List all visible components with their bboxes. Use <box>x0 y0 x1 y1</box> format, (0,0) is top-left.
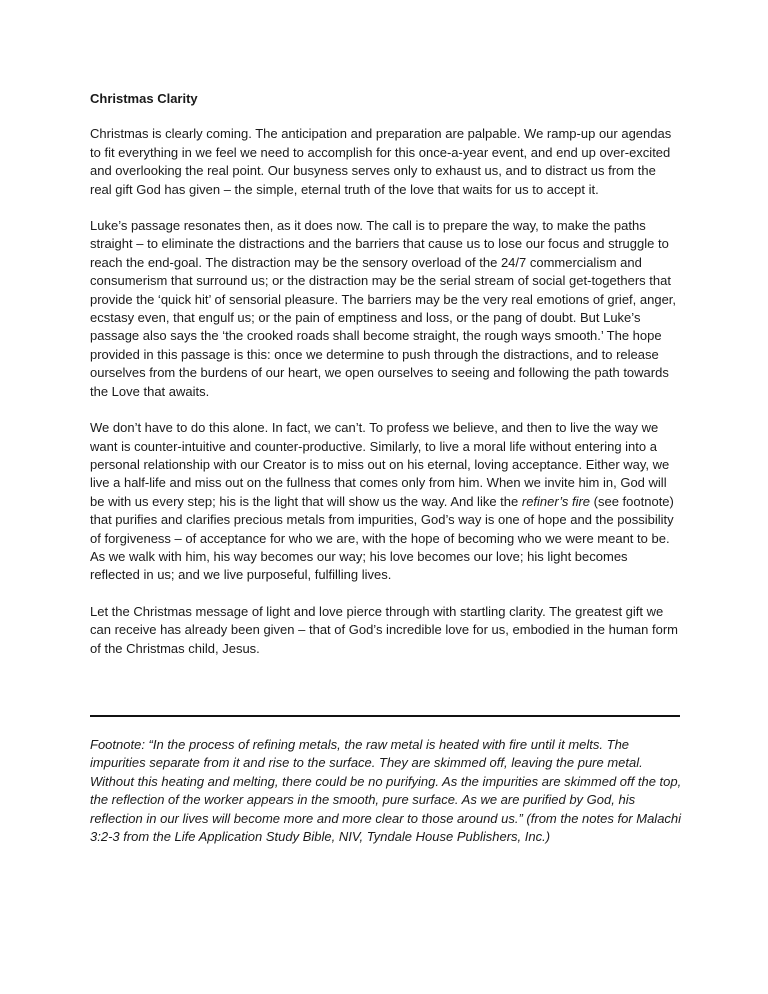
footnote-divider <box>90 715 680 717</box>
paragraph-not-alone-part1: We don’t have to do this alone. In fact, we can’t. To profess we believe, and then to live the way we want is counter-intuitive and counter-productive. Similarly, to live a moral life without entering into a personal relationship with our Creator is to miss out on his eternal, loving acceptance. Either way, we live a half-life and miss out on the fullness that comes only from him. When we invite him in, God will be with us every step; his is the light that will show us the way. And like the <box>90 420 670 509</box>
paragraph-not-alone-part2: (see footnote) that purifies and clarifies precious metals from impurities, God’s way is one of hope and the possibility of forgiveness – of acceptance for who we are, with the hope of becoming who we were meant to be. As we walk with him, his way becomes our way; his love becomes our love; his light becomes reflected in us; and we live purposeful, fulfilling lives. <box>90 493 674 583</box>
paragraph-lukes-passage: Luke’s passage resonates then, as it does now. The call is to prepare the way, to make the paths straight – to eliminate the distractions and the barriers that cause us to lose our focus and struggle to reach the end-goal. The distraction may be the sensory overload of the 24/7 commercialism and consumerism that surround us; or the distraction may be the serial stream of social get-togethers that provide the ‘quick hit’ of sensorial pleasure. The barriers may be the very real emotions of grief, anger, ecstasy even, that engulf us; or the pain of emptiness and loss, or the pang of doubt. But Luke’s passage also says the ‘the crooked roads shall become straight, the rough ways smooth.’ The hope provided in this passage is this: once we determine to push through the distractions, and to release ourselves from the burdens of our heart, we open ourselves to seeing and following the path towards the Love that awaits. <box>90 218 677 399</box>
footnote-text: Footnote: “In the process of refining metals, the raw metal is heated with fire until it melts. The impurities separate from it and rise to the surface. They are skimmed off, leaving the pure metal. Without this heating and melting, there could be no purifying. As the impurities are skimmed off the top, the reflection of the worker appears in the smooth, pure surface. As we are purified by God, his reflection in our lives will become more and more clear to those around us.” (from the notes for Malachi 3:2-3 from the Life Application Study Bible, NIV, Tyndale House Publishers, Inc.) <box>90 737 682 845</box>
paragraph-not-alone <box>90 419 680 585</box>
paragraph-intro: Christmas is clearly coming. The anticipation and preparation are palpable. We ramp-up our agendas to fit everything in we feel we need to accomplish for this once-a-year event, and end up over-excited and overlooking the real point. Our busyness serves only to exhaust us, and to distract us from the real gift God has given – the simple, eternal truth of the love that waits for us to accept it. <box>90 126 672 197</box>
refiners-fire-emphasis: refiner’s fire <box>521 493 591 509</box>
document-body <box>90 90 680 658</box>
document-title: Christmas Clarity <box>90 91 198 106</box>
paragraph-closing: Let the Christmas message of light and love pierce through with startling clarity. The greatest gift we can receive has already been given – that of God’s incredible love for us, embodied in the human form of the Christmas child, Jesus. <box>90 603 678 656</box>
